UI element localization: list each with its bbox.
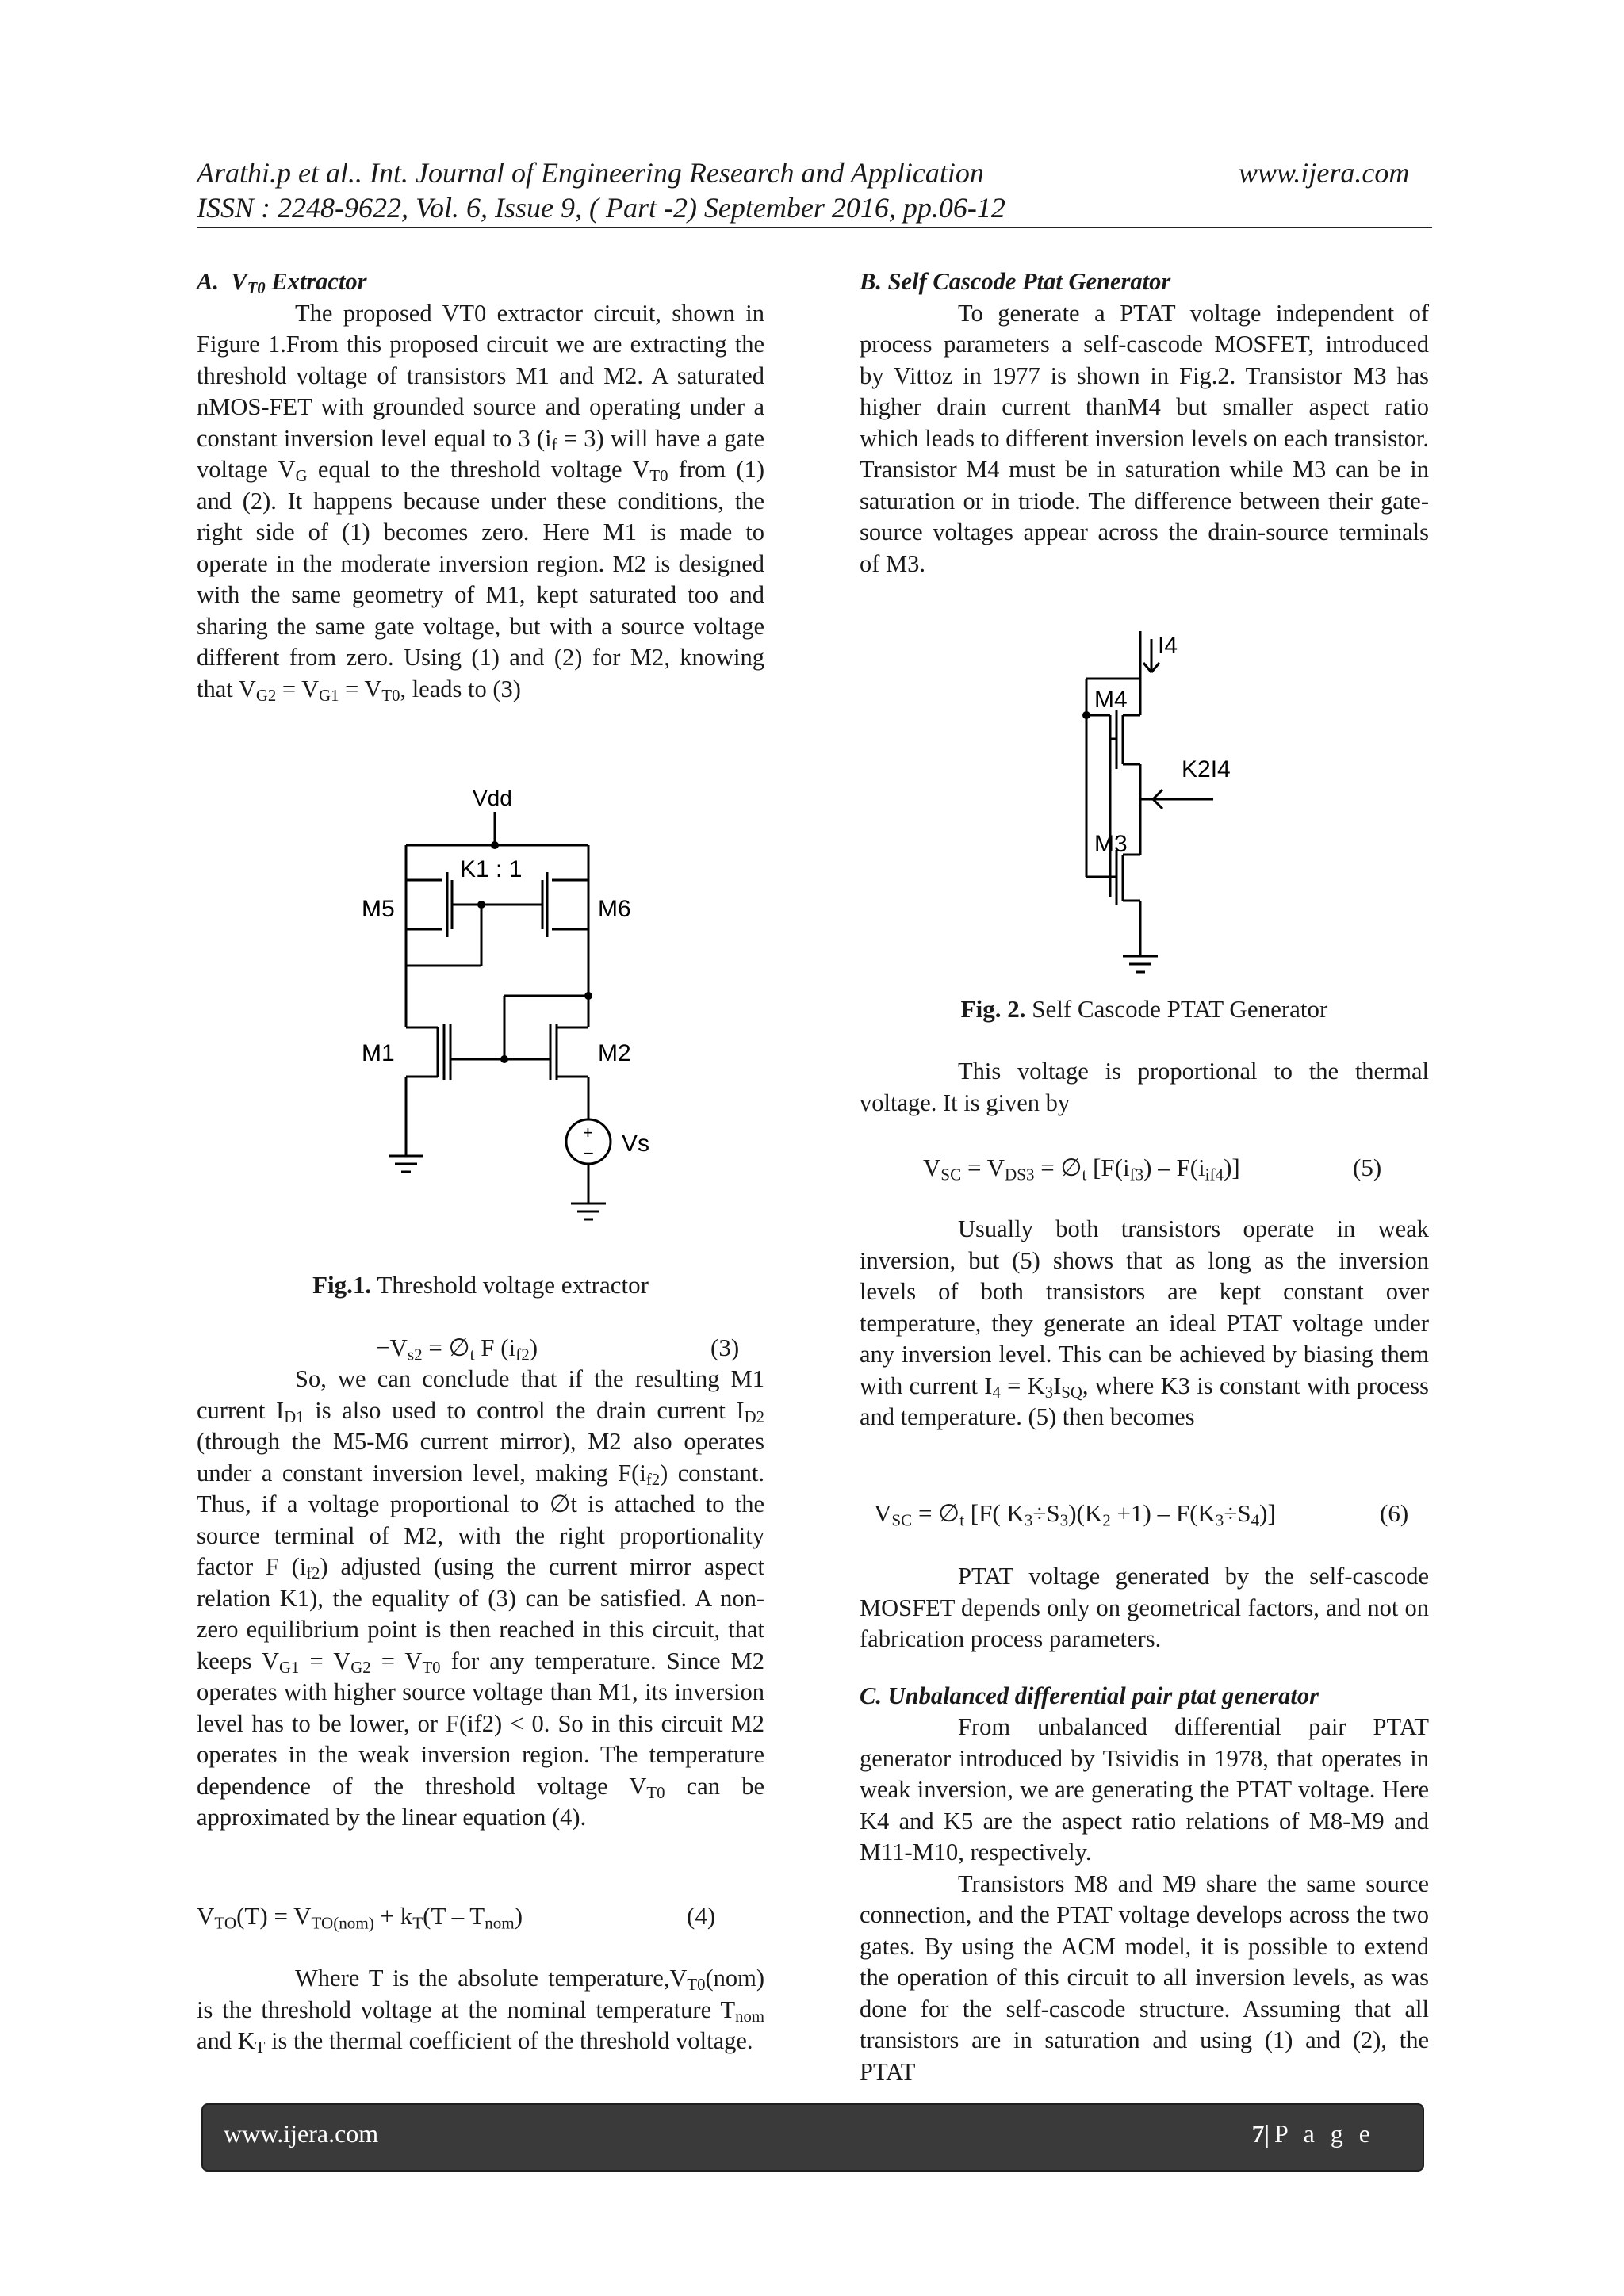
fig1-label-m1: M1: [362, 1040, 395, 1066]
left-column-end: [197, 1963, 764, 2057]
equation-4-number: (4): [687, 1902, 716, 1930]
equation-4: $V_{TO}(T) = V_{TO(nom)} + k_T(T - T_{nom})$: [197, 1902, 523, 1933]
section-a-paragraph-3: Where T is the absolute $temperature,V_{T0}(nom)$ is the threshold voltage at the nominal temperature $T_{nom}$ and $K_T$ is the thermal coefficient of the threshold voltage.: [197, 1965, 764, 2057]
figure-1-caption: Fig.1. Threshold voltage extractor: [312, 1271, 649, 1299]
figure-1-threshold-extractor: [341, 790, 674, 1265]
fig1-label-vdd: Vdd: [473, 790, 512, 810]
section-c-heading: C. Unbalanced differential pair ptat generator: [860, 1682, 1319, 1709]
section-c-paragraph-1: From unbalanced differential pair PTAT generator introduced by Tsividis in 1978, that operates in weak inversion, we are generating the PTAT voltage. Here K4 and K5 are the aspect ratio relations of M8-M9 and M11-M10, respectively.: [860, 1713, 1429, 1866]
figure-2-caption: Fig. 2. Self Cascode PTAT Generator: [960, 995, 1328, 1023]
right-column-bottom: [860, 1561, 1429, 2087]
page-footer-bar: [201, 2103, 1424, 2172]
running-header-issn: ISSN : 2248-9622, Vol. 6, Issue 9, ( Part -2) September 2016, pp.06-12: [197, 192, 1005, 224]
section-b-paragraph: To generate a PTAT voltage independent of process parameters a self-cascode MOSFET, introduced by Vittoz in 1977 is shown in Fig.2. Transistor M3 has higher drain current thanM4 but smaller aspect ratio which leads to different inversion levels on each transistor. Transistor M4 must be in saturation while M3 can be in saturation or in triode. The difference between their gate-source voltages appear across the drain-source terminals of M3.: [860, 299, 1429, 577]
fig1-label-m6: M6: [598, 896, 631, 922]
section-b-heading: B. Self Cascode Ptat Generator: [860, 268, 1171, 295]
section-a-paragraph-1: The proposed VT0 extractor circuit, shown in Figure 1.From this proposed circuit we are extracting the threshold voltage of transistors M1 and M2. A saturated nMOS-FET with grounded source and operating under a constant inversion level equal to 3 $(i_f = 3)$ will have a gate voltage $V_G$ equal to the threshold voltage $V_{T0}$ from (1) and (2). It happens because under these conditions, the right side of (1) becomes zero. Here M1 is made to operate in the moderate inversion region. M2 is designed with the same geometry of M1, kept saturated too and sharing the same gate voltage, but with a source voltage different from zero. Using (1) and (2) for M2, knowing that $V_{G2} = V_{G1} = V_{T0}$, leads to (3): [197, 299, 765, 705]
fig1-source-minus: −: [584, 1143, 594, 1163]
fig1-source-plus: +: [583, 1123, 593, 1142]
header-rule: [197, 227, 1432, 228]
running-header-url[interactable]: www.ijera.com: [1239, 157, 1410, 189]
fig1-label-vs: Vs: [622, 1131, 650, 1157]
section-b-paragraph-2: This voltage is proportional to the thermal voltage. It is given by: [860, 1058, 1429, 1116]
equation-5: $V_{SC} = V_{DS3}$ = $\emptyset_t$ $[F(i_{f3}) - F(i_{if4})]$: [923, 1154, 1240, 1184]
fig2-label-m3: M3: [1094, 831, 1128, 857]
equation-3: $-V_{s2}$ = $\emptyset_t$ F $(i_{f2})$: [376, 1334, 538, 1364]
right-column-mid: [860, 1056, 1429, 1119]
section-b-paragraph-4: PTAT voltage generated by the self-cascode MOSFET depends only on geometrical factors, and not on fabrication process parameters.: [860, 1563, 1429, 1652]
equation-3-number: (3): [710, 1334, 740, 1361]
section-a-paragraph-2: So, we can conclude that if the resulting M1 current $I_{D1}$ is also used to control the drain current $I_{D2}$ (through the M5-M6 current mirror), M2 also operates under a constant inversion level, making $F(i_{f2})$ constant. Thus, if a voltage proportional to ∅t is attached to the source terminal of M2, with the right proportionality factor F $(i_{f2})$ adjusted (using the current mirror aspect relation K1), the equality of (3) can be satisfied. A non-zero equilibrium point is then reached in this circuit, that keeps $V_{G1} = V_{G2} = V_{T0}$ for any temperature. Since M2 operates with higher source voltage than M1, its inversion level has to be lower, or F(if2) < 0. So in this circuit M2 operates in the weak inversion region. The temperature dependence of the threshold voltage $V_{T0}$ can be approximated by the linear equation (4).: [197, 1365, 764, 1831]
section-c-paragraph-2: Transistors M8 and M9 share the same source connection, and the PTAT voltage develops across the two gates. By using the ACM model, it is possible to extend the operation of this circuit to all inversion levels, as was done for the self-cascode structure. Assuming that all transistors are in saturation and using (1) and (2), the PTAT: [860, 1869, 1429, 2085]
right-column-top: [860, 266, 1429, 580]
equation-6: $V_{SC}$ = $\emptyset_t$ [F( $K_3\div S_3)(K_2 +1) - F(K_3\div S_4)$]: [874, 1499, 1276, 1530]
fig1-label-m2: M2: [598, 1040, 631, 1066]
footer-page-number: 7|P a g e: [1251, 2119, 1375, 2148]
equation-5-number: (5): [1353, 1154, 1382, 1181]
figure-2-self-cascode: [1078, 631, 1285, 996]
fig1-label-k1-ratio: K1 : 1: [460, 856, 523, 882]
fig2-label-m4: M4: [1094, 687, 1128, 713]
fig2-label-k2i4: K2I4: [1182, 756, 1231, 783]
footer-url[interactable]: www.ijera.com: [224, 2119, 379, 2148]
section-a-heading: A. $V_{T0}$ Extractor: [197, 268, 367, 298]
equation-6-number: (6): [1380, 1499, 1409, 1527]
left-column-top: [197, 266, 764, 705]
running-header-authors: Arathi.p et al.. Int. Journal of Engineering Research and Application: [197, 157, 984, 189]
left-column-bottom: [197, 1364, 764, 1834]
right-column-mid-2: [860, 1214, 1429, 1433]
fig2-label-i4: I4: [1158, 633, 1178, 659]
fig1-label-m5: M5: [362, 896, 395, 922]
section-b-paragraph-3: Usually both transistors operate in weak inversion, but (5) shows that as long as the inversion levels of both transistors are kept constant over temperature, they generate an ideal PTAT voltage under any inversion level. This can be achieved by biasing them with current $I_4 = K_3I_{SQ}$, where K3 is constant with process and temperature. (5) then becomes: [860, 1215, 1430, 1430]
